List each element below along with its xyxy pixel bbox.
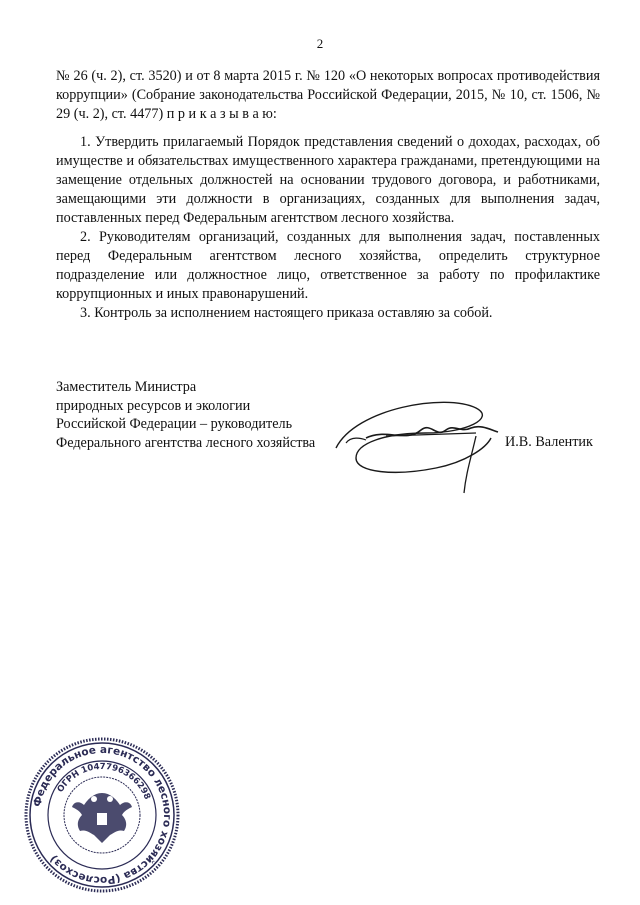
handwritten-signature	[326, 388, 506, 498]
signatory-position	[56, 378, 356, 452]
position-line: Российской Федерации – руководитель	[56, 416, 293, 432]
order-item-3: 3. Контроль за исполнением настоящего приказа оставляю за собой.	[80, 305, 493, 321]
intro-block	[56, 67, 600, 124]
position-line: природных ресурсов и экологии	[56, 397, 251, 414]
page-number: 2	[316, 36, 324, 51]
order-item-1: 1. Утвердить прилагаемый Порядок представления сведений о доходах, расходах, об имуществе и обязательствах имущественного характера гражданами, претендующими на замещение отдельных должностей на основании трудового договора, и работниками, замещающими эти должности в организациях, созданных для выполнения задач, поставленных перед Федеральным агентством лесного хозяйства.	[56, 134, 600, 226]
signer-name: И.В. Валентик	[505, 434, 593, 450]
official-seal	[22, 735, 182, 895]
seal-inner-text: ОГРН 1047796366298	[55, 761, 153, 802]
coat-of-arms-icon	[72, 793, 132, 843]
position-line: Федерального агентства лесного хозяйства	[56, 434, 316, 451]
order-item-2: 2. Руководителям организаций, созданных для выполнения задач, поставленных перед Федеральным агентством лесного хозяйства, определить структурное подразделение или должностное лицо, ответственное за работу по профилактике коррупционных и иных правонарушений.	[56, 229, 600, 302]
seal-outer-text: Федеральное агентство лесного хозяйства (Рослесхоз)	[31, 743, 174, 887]
order-items	[56, 133, 600, 323]
intro-paragraph: № 26 (ч. 2), ст. 3520) и от 8 марта 2015 г. № 120 «О некоторых вопросах противодействия коррупции» (Собрание законодательства Российской Федерации, 2015, № 10, ст. 1506, № 29 (ч. 2), ст. 4477) п р и к а з ы в а ю:	[56, 68, 600, 122]
position-line: Заместитель Министра	[56, 379, 197, 395]
